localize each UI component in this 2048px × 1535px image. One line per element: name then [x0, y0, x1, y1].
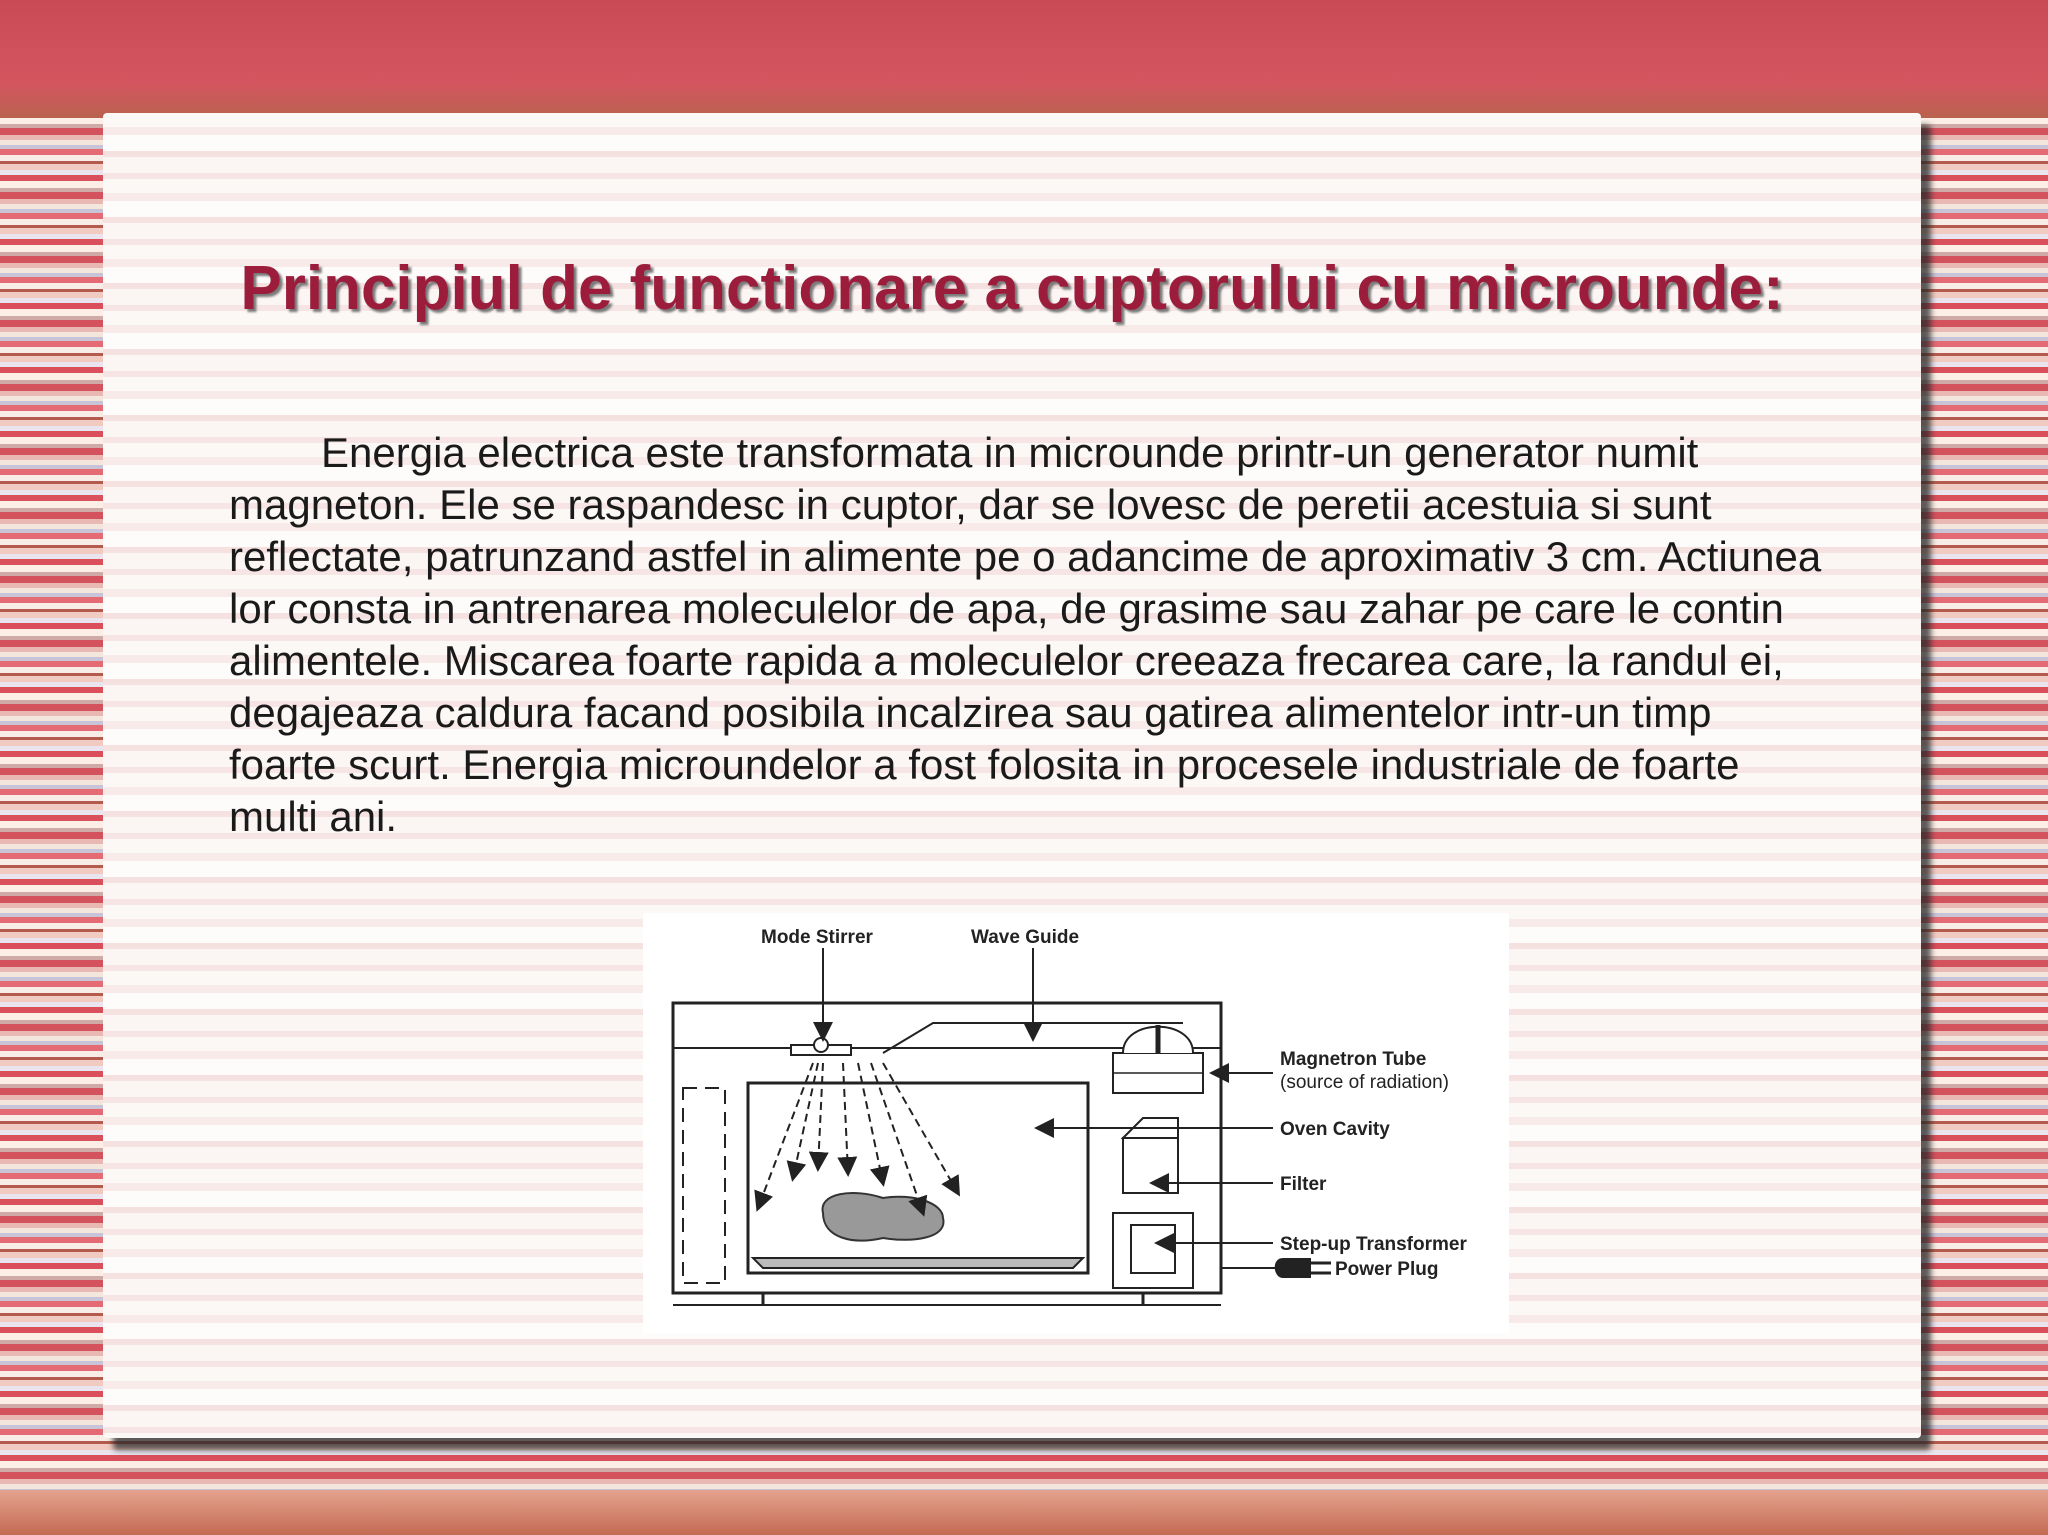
food-item	[823, 1193, 944, 1241]
label-power-plug: Power Plug	[1335, 1259, 1439, 1280]
microwave-diagram-svg	[643, 913, 1509, 1333]
slide-panel	[103, 113, 1921, 1438]
label-mode-stirrer: Mode Stirrer	[761, 927, 873, 948]
label-oven-cavity: Oven Cavity	[1280, 1119, 1390, 1140]
label-magnetron-tube: Magnetron Tube	[1280, 1049, 1427, 1070]
oven-cavity	[748, 1083, 1088, 1273]
label-transformer: Step-up Transformer	[1280, 1234, 1467, 1255]
label-filter: Filter	[1280, 1174, 1327, 1195]
label-magnetron-sub: (source of radiation)	[1280, 1072, 1449, 1093]
bottom-decorative-band	[0, 1490, 2048, 1535]
power-plug-icon	[1275, 1258, 1311, 1278]
top-decorative-band	[0, 0, 2048, 118]
slide-title: Principiul de functionare a cuptorului cu microunde:	[240, 254, 1784, 323]
filter-box	[1123, 1138, 1178, 1193]
label-wave-guide: Wave Guide	[971, 927, 1080, 948]
microwave-diagram	[643, 913, 1509, 1333]
slide-body-text: Energia electrica este transformata in microunde printr-un generator numit magneton. Ele se raspandesc in cuptor, dar se lovesc de peretii acestuia si sunt reflectate, patrunzand astfel in alimente pe o adancime de aproximativ 3 cm. Actiunea lor consta in antrenarea moleculelor de apa, de grasime sau zahar pe care le contin alimentele. Miscarea foarte rapida a moleculelor creeaza frecarea care, la randul ei, degajeaza caldura facand posibila incalzirea sau gatirea alimentelor intr-un timp foarte scurt. Energia microundelor a fost folosita in procesele industriale de foarte multi ani.	[229, 429, 1822, 840]
